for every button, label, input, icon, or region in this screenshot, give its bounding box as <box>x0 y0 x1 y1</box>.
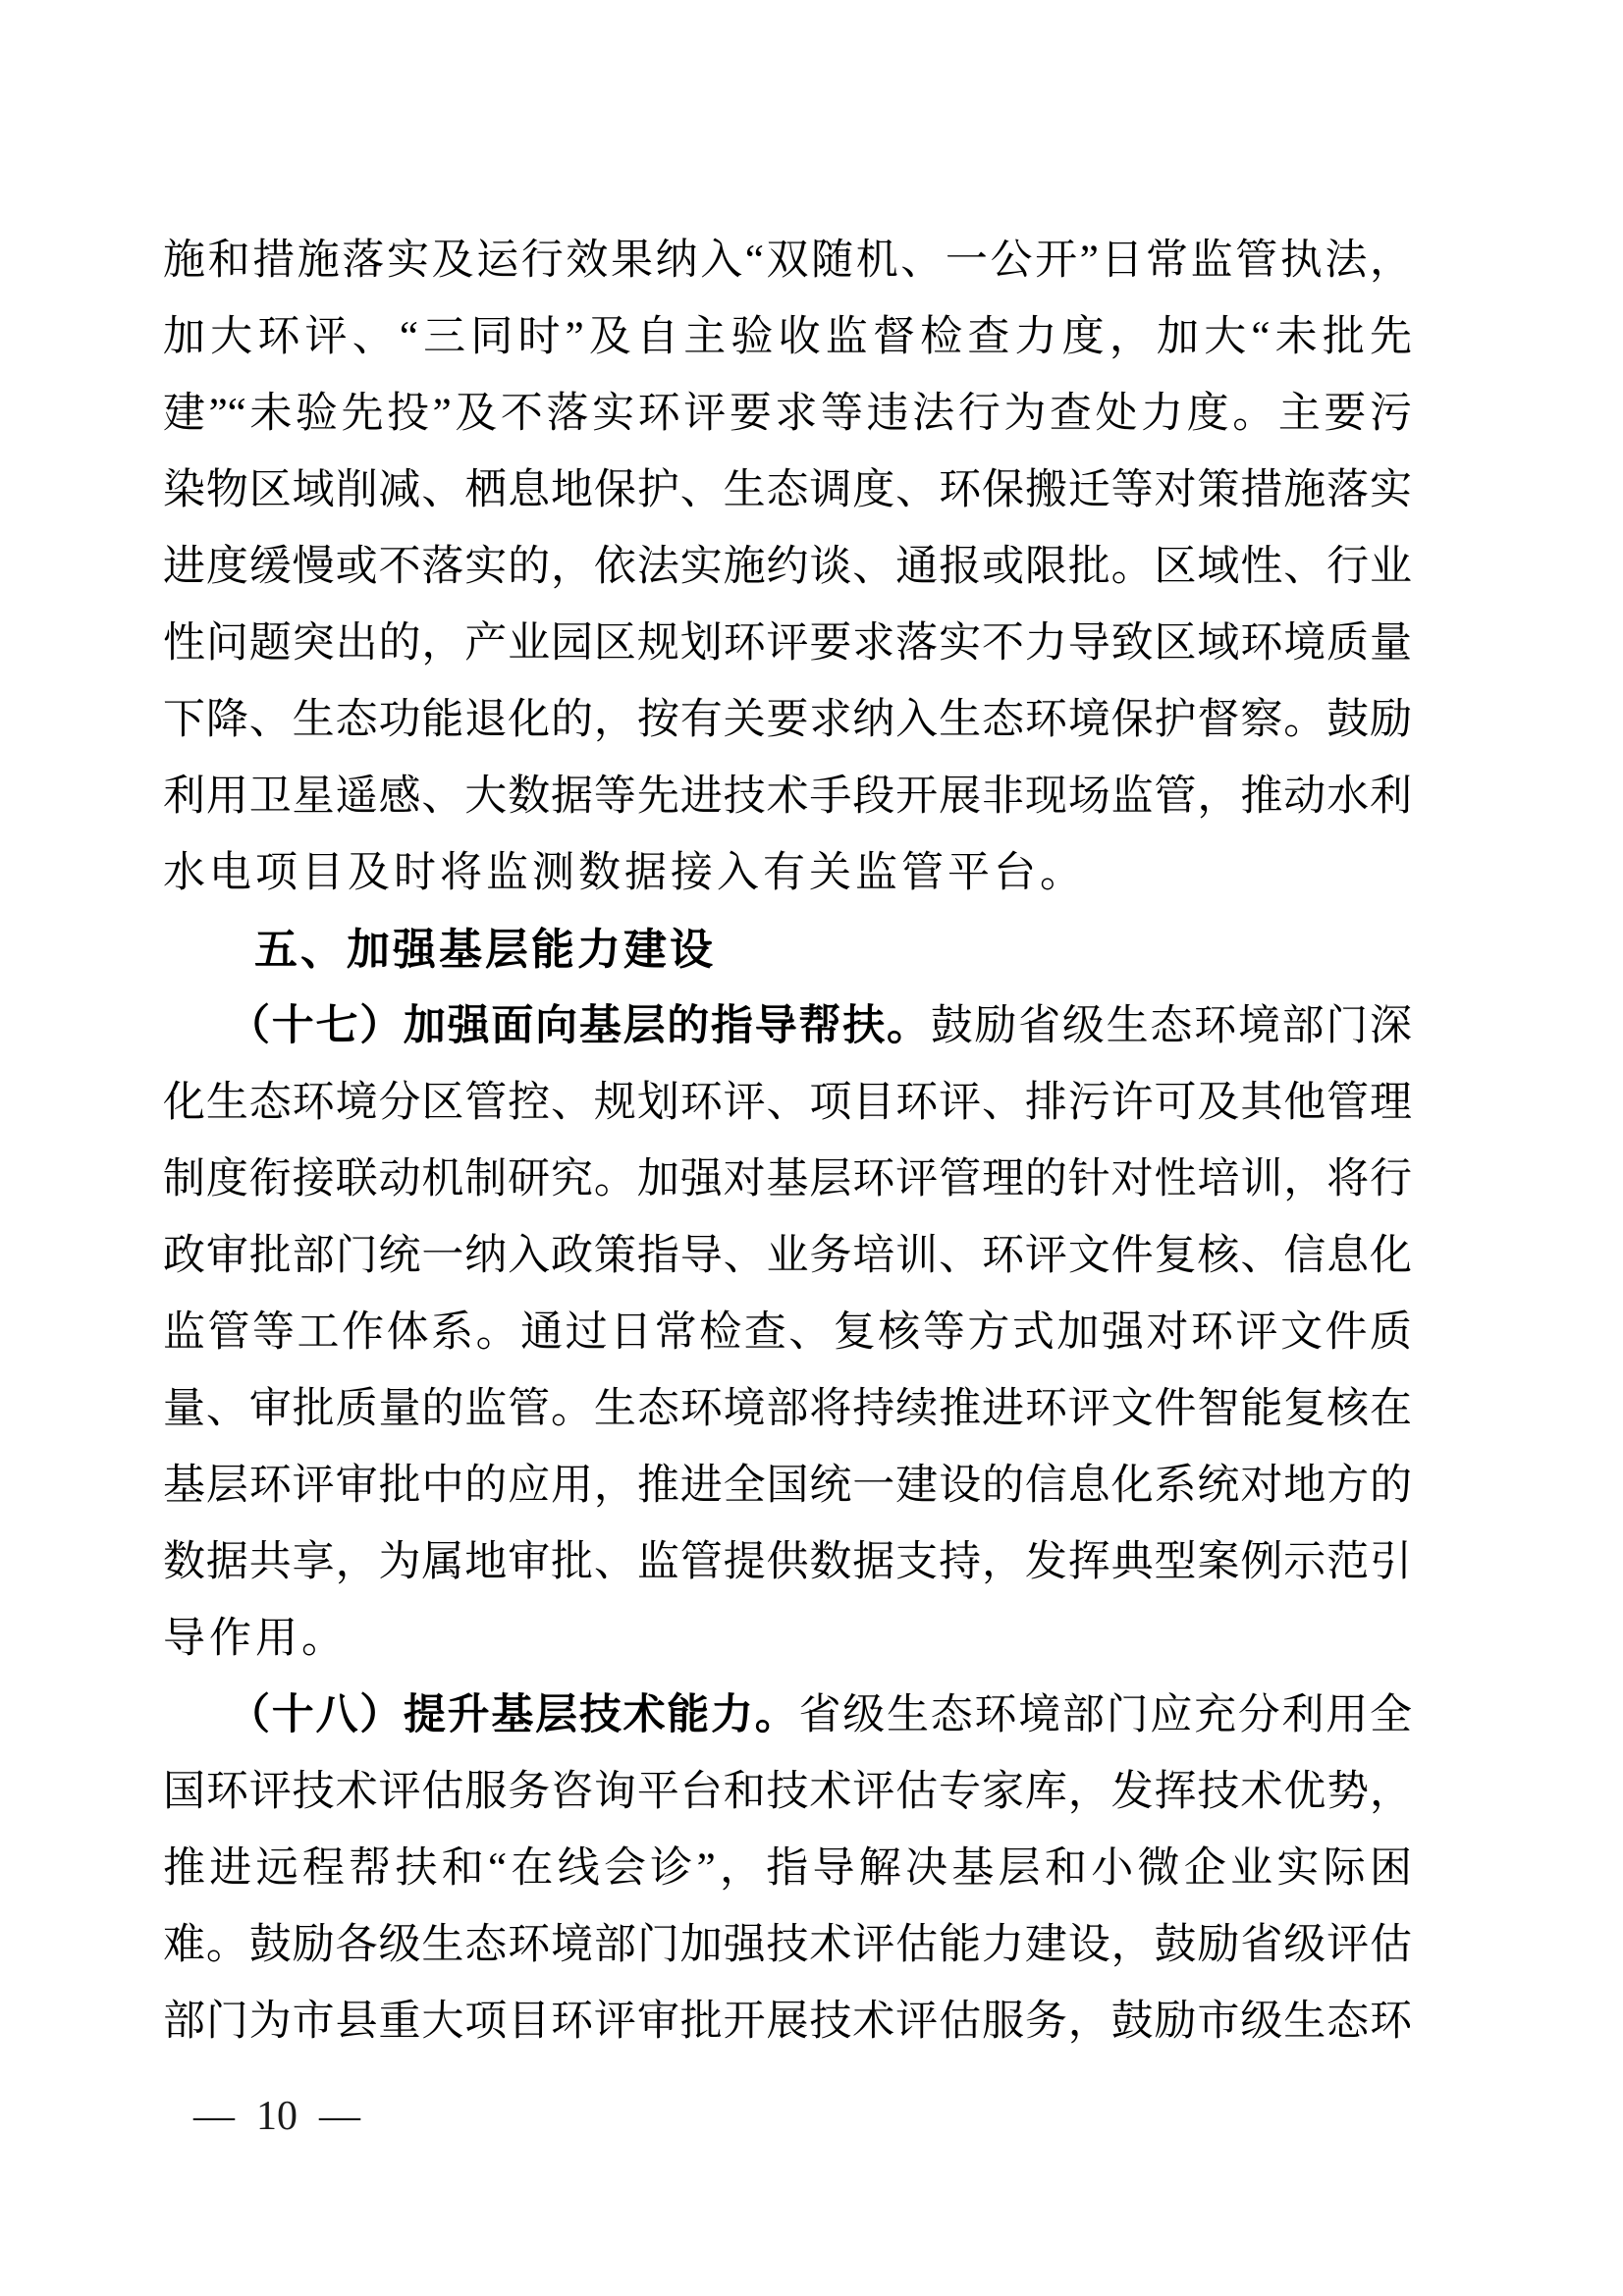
para-17-first-line <box>163 988 1412 1065</box>
body-line: 水电项目及时将监测数据接入有关监管平台。 <box>163 850 1086 896</box>
footer-left-dash: — <box>193 2094 235 2139</box>
para-18-first-line-rest: 省级生态环境部门应充分利用全 <box>798 1692 1412 1738</box>
body-line: 性问题突出的，产业园区规划环评要求落实不力导致区域环境质量 <box>163 620 1412 667</box>
body-line: 进度缓慢或不落实的，依法实施约谈、通报或限批。区域性、行业 <box>163 544 1412 590</box>
body-line: 监管等工作体系。通过日常检查、复核等方式加强对环评文件质 <box>163 1309 1412 1356</box>
body-line: 部门为市县重大项目环评审批开展技术评估服务，鼓励市级生态环 <box>163 1999 1412 2045</box>
body-line: 利用卫星遥感、大数据等先进技术手段开展非现场监管，推动水利 <box>163 774 1412 820</box>
body-line: 施和措施落实及运行效果纳入“双随机、一公开”日常监管执法， <box>163 238 1412 284</box>
body-line: 下降、生态功能退化的，按有关要求纳入生态环境保护督察。鼓励 <box>163 697 1412 743</box>
body-line: 基层环评审批中的应用，推进全国统一建设的信息化系统对地方的 <box>163 1463 1412 1509</box>
para-18-lead: （十八）提升基层技术能力。 <box>228 1692 799 1738</box>
page-number: 10 <box>256 2094 298 2139</box>
body-line: 导作用。 <box>163 1616 348 1662</box>
body-line: 染物区域削减、栖息地保护、生态调度、环保搬迁等对策措施落实 <box>163 467 1412 513</box>
para-17-first-line-rest: 鼓励省级生态环境部门深 <box>930 1003 1413 1049</box>
body-line: 国环评技术评估服务咨询平台和技术评估专家库，发挥技术优势， <box>163 1769 1412 1815</box>
body-line: 政审批部门统一纳入政策指导、业务培训、环评文件复核、信息化 <box>163 1233 1412 1279</box>
page-footer <box>193 2089 360 2144</box>
body-line: 难。鼓励各级生态环境部门加强技术评估能力建设，鼓励省级评估 <box>163 1922 1412 1968</box>
footer-right-dash: — <box>319 2094 360 2139</box>
para-17-lead: （十七）加强面向基层的指导帮扶。 <box>228 1003 931 1049</box>
body-line: 推进远程帮扶和“在线会诊”，指导解决基层和小微企业实际困 <box>163 1845 1412 1892</box>
section-heading: 五、加强基层能力建设 <box>254 926 716 974</box>
body-line: 建”“未验先投”及不落实环评要求等违法行为查处力度。主要污 <box>163 391 1412 437</box>
body-line: 数据共享，为属地审批、监管提供数据支持，发挥典型案例示范引 <box>163 1539 1412 1585</box>
body-line: 制度衔接联动机制研究。加强对基层环评管理的针对性培训，将行 <box>163 1156 1412 1202</box>
para-18-first-line <box>163 1678 1412 1754</box>
body-line: 加大环评、“三同时”及自主验收监督检查力度，加大“未批先 <box>163 314 1412 360</box>
body-line: 量、审批质量的监管。生态环境部将持续推进环评文件智能复核在 <box>163 1386 1412 1432</box>
document-body <box>163 223 1412 2060</box>
body-line: 化生态环境分区管控、规划环评、项目环评、排污许可及其他管理 <box>163 1080 1412 1126</box>
